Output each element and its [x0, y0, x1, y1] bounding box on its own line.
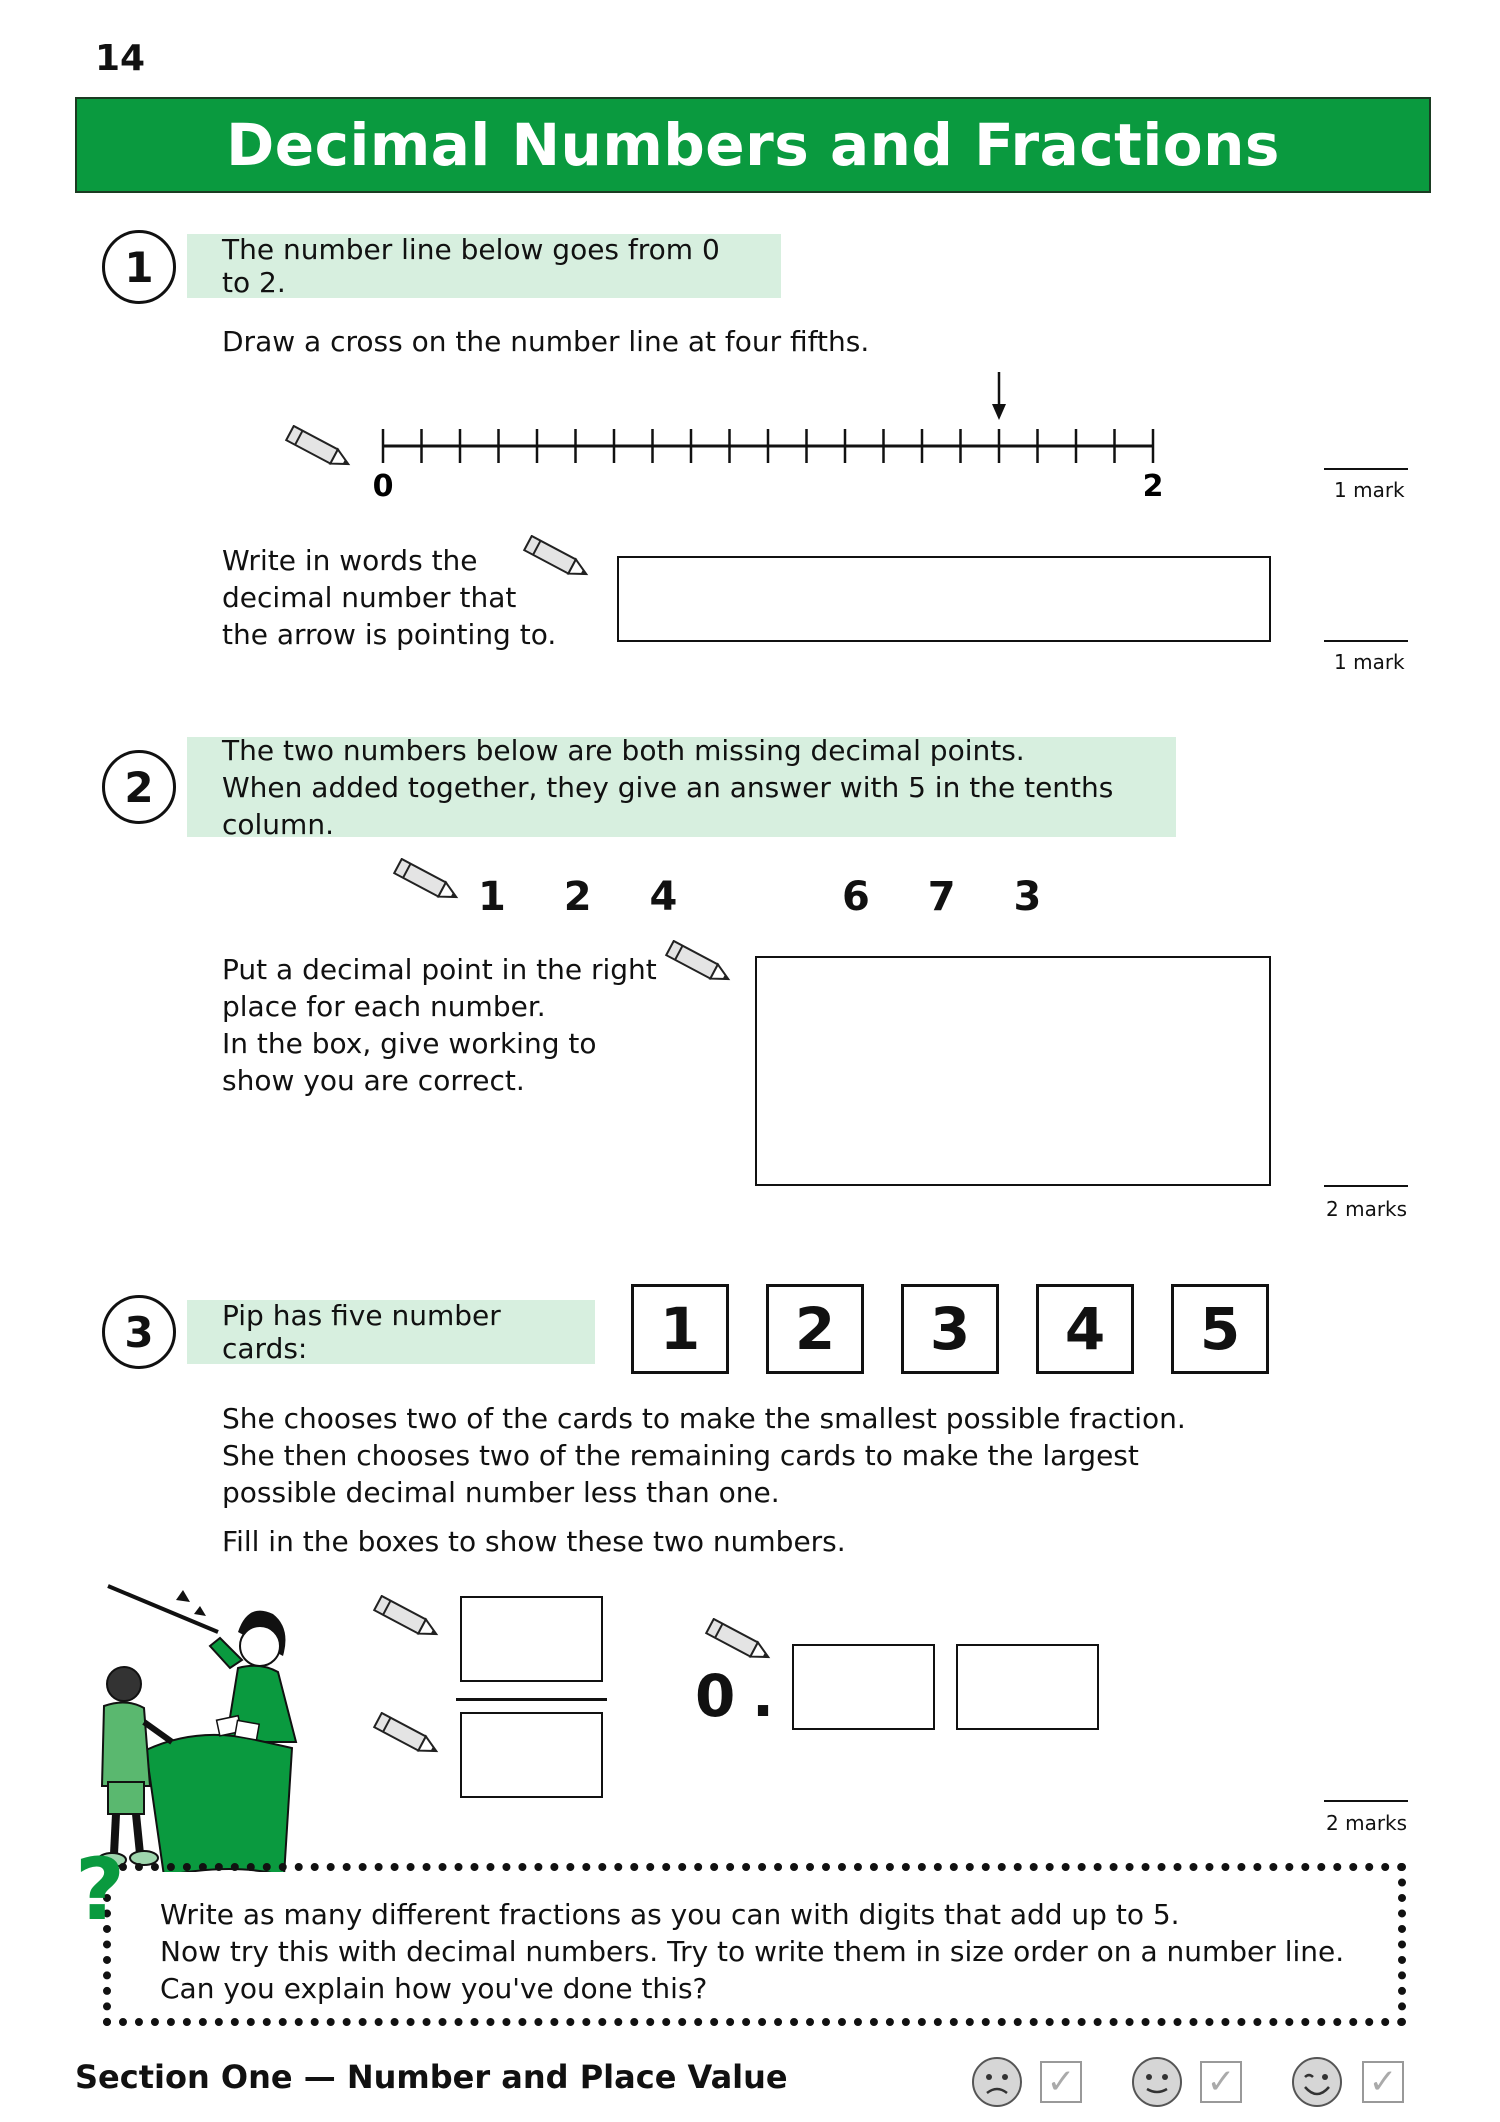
challenge-line: Can you explain how you've done this?	[160, 1972, 708, 2005]
challenge-line: Now try this with decimal numbers. Try to write them in size order on a number line.	[160, 1935, 1345, 1968]
fraction-numerator-box[interactable]	[460, 1596, 603, 1682]
mark-line	[1324, 640, 1408, 642]
fraction-bar	[456, 1698, 607, 1701]
decimal-tenths-box[interactable]	[792, 1644, 935, 1730]
number-124: 1 2 4	[478, 874, 700, 920]
arrow-head	[992, 404, 1006, 420]
prompt-line: Put a decimal point in the right	[222, 953, 657, 986]
question-3-number: 3	[102, 1295, 176, 1369]
question-1-mark-a: 1 mark	[1334, 478, 1405, 502]
prompt-line: decimal number that	[222, 581, 517, 614]
question-2-mark: 2 marks	[1326, 1197, 1408, 1221]
mark-line	[1324, 1185, 1408, 1187]
decimal-hundredths-box[interactable]	[956, 1644, 1099, 1730]
number-card-1: 1	[631, 1284, 729, 1374]
checkbox-sad[interactable]: ✓	[1040, 2061, 1082, 2103]
section-footer: Section One — Number and Place Value	[75, 2058, 788, 2096]
number-card-5: 5	[1171, 1284, 1269, 1374]
text-line: She chooses two of the cards to make the smallest possible fraction.	[222, 1402, 1186, 1435]
decimal-point: .	[752, 1662, 775, 1730]
question-1-intro-text: The number line below goes from 0 to 2.	[222, 233, 720, 299]
question-1-mark-b: 1 mark	[1334, 650, 1405, 674]
answer-box-words[interactable]	[617, 556, 1271, 642]
decimal-zero: 0	[695, 1662, 736, 1730]
intro-line: When added together, they give an answer with 5 in the tenths column.	[222, 770, 1114, 841]
sad-face-icon[interactable]	[970, 2055, 1024, 2109]
pencil-icon	[388, 858, 468, 906]
happy-face-icon[interactable]	[1290, 2055, 1344, 2109]
prompt-line: show you are correct.	[222, 1064, 525, 1097]
prompt-line: the arrow is pointing to.	[222, 618, 557, 651]
page-number: 14	[95, 38, 146, 79]
fraction-denominator-box[interactable]	[460, 1712, 603, 1798]
pencil-icon	[660, 940, 740, 988]
number-line-arrow	[992, 372, 1006, 420]
pencil-icon	[368, 1712, 448, 1760]
question-2-prompt	[222, 951, 657, 1099]
number-line-start-label: 0	[372, 469, 394, 504]
question-3-mark: 2 marks	[1326, 1811, 1408, 1835]
neutral-face-icon[interactable]	[1130, 2055, 1184, 2109]
question-1-prompt	[222, 542, 556, 653]
magician-illustration	[68, 1572, 318, 1872]
question-1-number: 1	[102, 230, 176, 304]
question-1-intro	[187, 234, 781, 298]
prompt-line: In the box, give working to	[222, 1027, 597, 1060]
page-title: Decimal Numbers and Fractions	[226, 111, 1280, 179]
number-card-4: 4	[1036, 1284, 1134, 1374]
pencil-icon	[700, 1618, 780, 1666]
pencil-icon	[518, 535, 598, 583]
number-line[interactable]	[370, 366, 1170, 506]
question-1-instruction: Draw a cross on the number line at four fifths.	[222, 325, 870, 358]
number-card-3: 3	[901, 1284, 999, 1374]
question-3-intro	[187, 1300, 595, 1364]
question-3-instruction: Fill in the boxes to show these two numbers.	[222, 1525, 846, 1558]
intro-line: The two numbers below are both missing decimal points.	[222, 733, 1025, 767]
question-mark-icon: ?	[75, 1840, 125, 1940]
mark-line	[1324, 468, 1408, 470]
question-2-number: 2	[102, 750, 176, 824]
prompt-line: place for each number.	[222, 990, 546, 1023]
checkbox-neutral[interactable]: ✓	[1200, 2061, 1242, 2103]
number-line-end-label: 2	[1142, 469, 1164, 504]
challenge-text	[160, 1896, 1344, 2007]
pencil-icon	[280, 425, 360, 473]
pencil-icon	[368, 1595, 448, 1643]
prompt-line: Write in words the	[222, 544, 478, 577]
question-2-intro	[187, 733, 1176, 841]
text-line: possible decimal number less than one.	[222, 1476, 780, 1509]
text-line: She then chooses two of the remaining cards to make the largest	[222, 1439, 1139, 1472]
number-card-2: 2	[766, 1284, 864, 1374]
title-banner	[75, 97, 1431, 193]
number-673: 6 7 3	[842, 874, 1064, 920]
checkbox-happy[interactable]: ✓	[1362, 2061, 1404, 2103]
mark-line	[1324, 1800, 1408, 1802]
working-box[interactable]	[755, 956, 1271, 1186]
question-3-text	[222, 1400, 1186, 1511]
challenge-line: Write as many different fractions as you can with digits that add up to 5.	[160, 1898, 1180, 1931]
question-3-intro-text: Pip has five number cards:	[222, 1299, 501, 1365]
